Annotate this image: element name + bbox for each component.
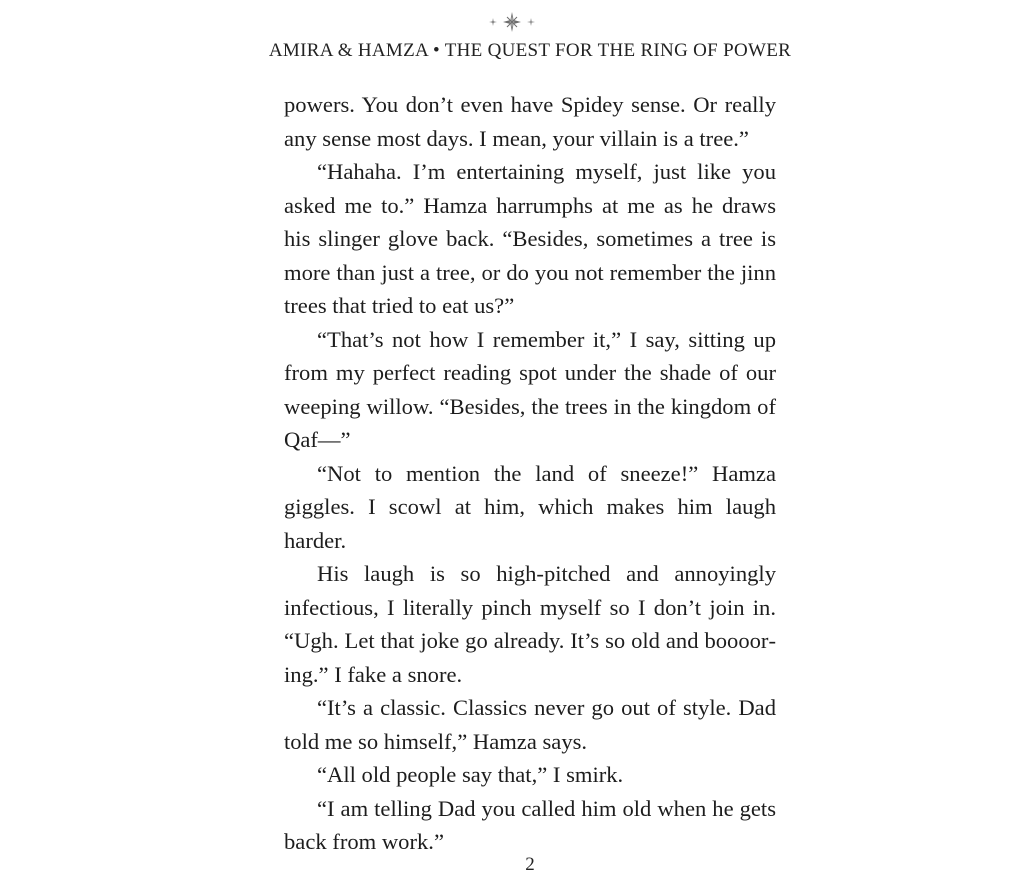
paragraph: “That’s not how I remember it,” I say, sitting up from my perfect reading spot under the shade of our weeping willow. “Besides, the trees in the kingdom of Qaf—” bbox=[284, 326, 776, 452]
page-body bbox=[284, 88, 776, 859]
paragraph: “I am telling Dad you called him old when he gets back from work.” bbox=[284, 795, 776, 854]
paragraph: His laugh is so high-pitched and annoyingly infectious, I literally pinch myself so I don’t join in. “Ugh. Let that joke go already. It’s so old and booooring.” I fake a snore. bbox=[284, 561, 776, 687]
header-ornament bbox=[0, 10, 1024, 34]
paragraph: “It’s a classic. Classics never go out of style. Dad told me so himself,” Hamza says. bbox=[284, 695, 776, 754]
running-head: AMIRA & HAMZA • THE QUEST FOR THE RING OF POWER bbox=[268, 40, 792, 61]
paragraph: powers. You don’t even have Spidey sense. Or really any sense most days. I mean, your villain is a tree.” bbox=[284, 92, 776, 151]
star-ornament-icon bbox=[477, 10, 547, 34]
page-number: 2 bbox=[525, 854, 535, 875]
paragraph: “Hahaha. I’m entertaining myself, just like you asked me to.” Hamza harrumphs at me as he draws his slinger glove back. “Besides, sometimes a tree is more than just a tree, or do you not remember the jinn trees that tried to eat us?” bbox=[284, 159, 776, 318]
paragraph: “Not to mention the land of sneeze!” Hamza giggles. I scowl at him, which makes him laugh harder. bbox=[284, 460, 776, 553]
paragraph: “All old people say that,” I smirk. bbox=[317, 762, 624, 787]
